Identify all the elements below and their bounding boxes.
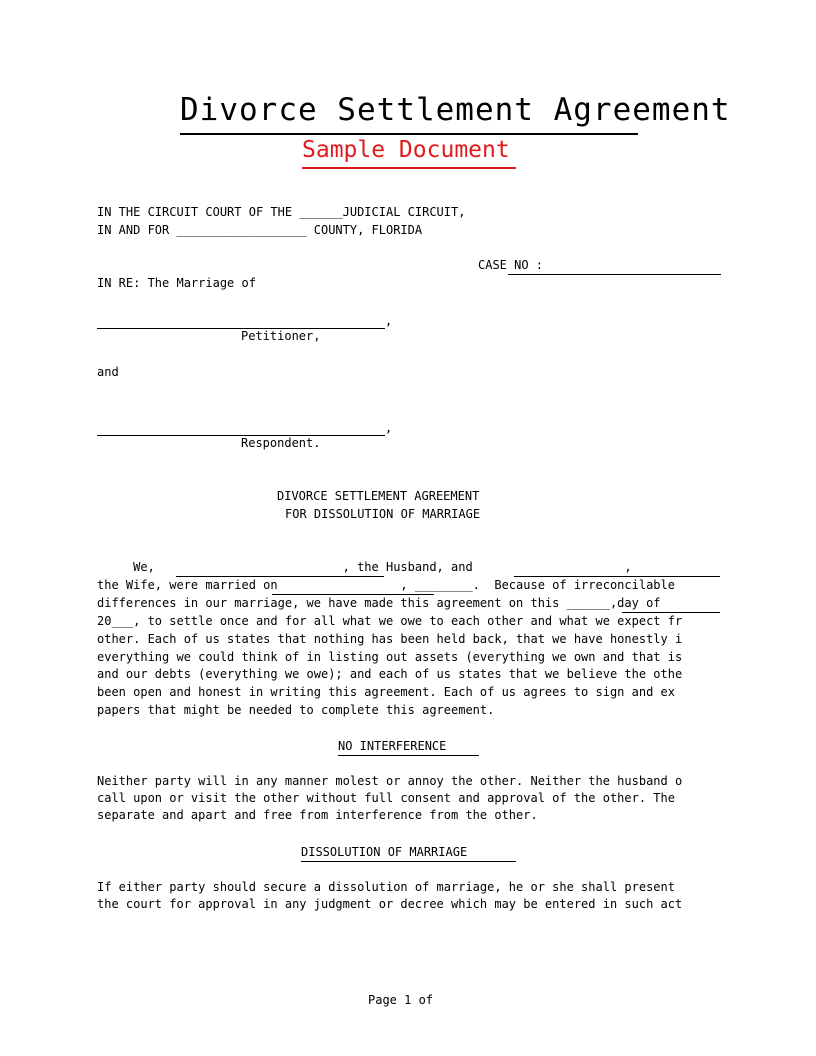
case-number-blank xyxy=(508,274,721,275)
petitioner-label: Petitioner, xyxy=(241,329,321,343)
paragraph-line: been open and honest in writing this agreement. Each of us agrees to sign and ex xyxy=(97,685,675,699)
court-line-1: IN THE CIRCUIT COURT OF THE ______JUDICIAL CIRCUIT, xyxy=(97,205,466,219)
paragraph-line: other. Each of us states that nothing has been held back, that we have honestly i xyxy=(97,632,683,646)
no-interference-heading: NO INTERFERENCE xyxy=(338,739,447,753)
paragraph-line: and our debts (everything we owe); and each of us states that we believe the othe xyxy=(97,667,683,681)
respondent-comma: , xyxy=(385,421,393,435)
paragraph-line: the Wife, were married on , ________. Because of irreconcilable xyxy=(97,578,675,592)
paragraph-line: everything we could think of in listing out assets (everything we own and that is xyxy=(97,650,683,664)
agreement-heading-line-1: DIVORCE SETTLEMENT AGREEMENT xyxy=(277,489,480,503)
court-line-2: IN AND FOR __________________ COUNTY, FLORIDA xyxy=(97,223,423,237)
no-interference-underline xyxy=(338,755,479,756)
page-number: Page 1 of xyxy=(368,993,434,1007)
document-subtitle: Sample Document xyxy=(302,137,510,163)
paragraph-line: differences in our marriage, we have made this agreement on this ______,day of xyxy=(97,596,661,610)
paragraph-line: the court for approval in any judgment or decree which may be entered in such act xyxy=(97,897,683,911)
paragraph-line: Neither party will in any manner molest or annoy the other. Neither the husband o xyxy=(97,774,683,788)
petitioner-comma: , xyxy=(385,314,393,328)
case-number-label: CASE NO : xyxy=(478,258,544,272)
husband-name-blank xyxy=(176,576,384,577)
paragraph-line: separate and apart and free from interference from the other. xyxy=(97,808,538,822)
respondent-label: Respondent. xyxy=(241,436,321,450)
and-label: and xyxy=(97,365,119,379)
in-re-label: IN RE: The Marriage of xyxy=(97,276,256,290)
dissolution-heading: DISSOLUTION OF MARRIAGE xyxy=(301,845,468,859)
dissolution-underline xyxy=(301,861,516,862)
paragraph-line: We, , the Husband, and , xyxy=(97,560,632,574)
subtitle-underline xyxy=(302,167,516,169)
marriage-date-blank xyxy=(272,594,434,595)
paragraph-line: papers that might be needed to complete this agreement. xyxy=(97,703,495,717)
document-title: Divorce Settlement Agreement xyxy=(180,92,731,128)
agreement-heading-line-2: FOR DISSOLUTION OF MARRIAGE xyxy=(285,507,481,521)
paragraph-line: call upon or visit the other without full consent and approval of the other. The xyxy=(97,791,675,805)
wife-name-blank xyxy=(514,576,720,577)
paragraph-line: 20___, to settle once and for all what we owe to each other and what we expect fr xyxy=(97,614,683,628)
paragraph-line: If either party should secure a dissolution of marriage, he or she shall present xyxy=(97,880,675,894)
agreement-date-blank xyxy=(622,612,720,613)
